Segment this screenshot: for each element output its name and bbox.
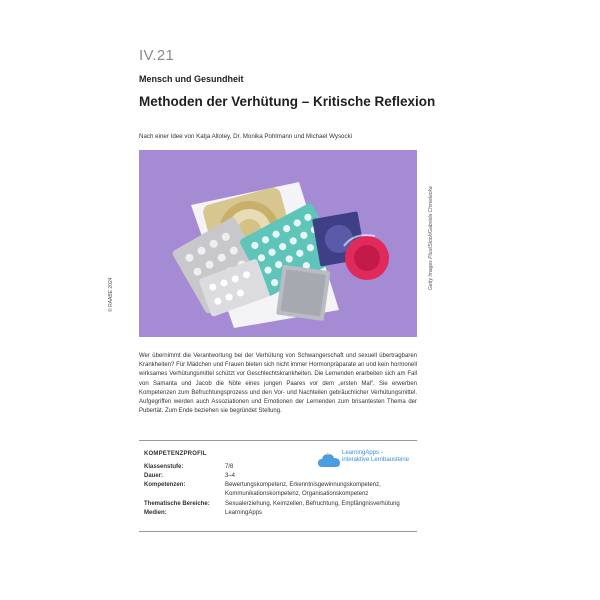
copyright-notice: © RAABE 2024	[108, 277, 114, 312]
profile-bottom-rule	[139, 531, 417, 532]
page-title: Methoden der Verhütung – Kritische Reflexion	[139, 94, 436, 109]
row-value: Sexualerziehung, Keimzellen, Befruchtung, Empfängnisverhütung	[225, 501, 400, 507]
row-value: 7/8	[225, 464, 234, 470]
row-value: Bewertungskompetenz, Erkenntnisgewinnungskompetenz,	[225, 482, 381, 488]
authors-line: Nach einer Idee von Katja Allotey, Dr. Monika Pohlmann und Michael Wysocki	[139, 133, 353, 140]
row-label: Medien:	[144, 510, 167, 516]
profile-heading: KOMPETENZPROFIL	[144, 451, 207, 457]
row-label: Thematische Bereiche:	[144, 501, 210, 507]
row-label: Kompetenzen:	[144, 482, 186, 488]
contraceptives-photo	[139, 150, 417, 337]
intro-paragraph: Wer übernimmt die Verantwortung bei der Verhütung von Schwangerschaft und sexuell übertragbaren Krankheiten? Für Mädchen und Frauen bieten sich nicht immer Hormonpräparate an und kein hormonell wirksames Verhütungsmittel schützt vor Geschlechtskrankheiten. Die Lernenden erarbeiten sich am Fall von Samanta und Jacob die Nöte eines jungen Paares vor dem „ersten Mal“. Sie erwerben Kompetenzen zum Befruchtungsprozess und den Vor- und Nachteilen gebräuchlicher Verhütungsmittel. Aufgegriffen werden auch Assoziationen und Emotionen der Lernenden zum brisantesten Thema der Pubertät. Zum Ende beziehen sie begründet Stellung.	[139, 353, 417, 415]
profile-top-rule	[139, 440, 417, 441]
logo-line-2: interaktive Lernbausteine	[342, 457, 410, 463]
row-value-continued: Kommunikationskompetenz, Organisationskompetenz	[225, 491, 369, 497]
logo-line-1: LearningApps -	[342, 450, 383, 456]
category-label: Mensch und Gesundheit	[139, 74, 244, 84]
learningapps-logo	[317, 450, 421, 472]
row-label: Klassenstufe:	[144, 464, 184, 470]
row-label: Dauer:	[144, 473, 164, 479]
row-value: 3–4	[225, 473, 236, 479]
cloud-icon	[317, 451, 341, 469]
unit-number: IV.21	[139, 47, 175, 64]
photo-credit: Getty Images Plus/iStock/Gabriela Chmielecka	[428, 186, 434, 290]
row-value: LearningApps	[225, 510, 263, 516]
